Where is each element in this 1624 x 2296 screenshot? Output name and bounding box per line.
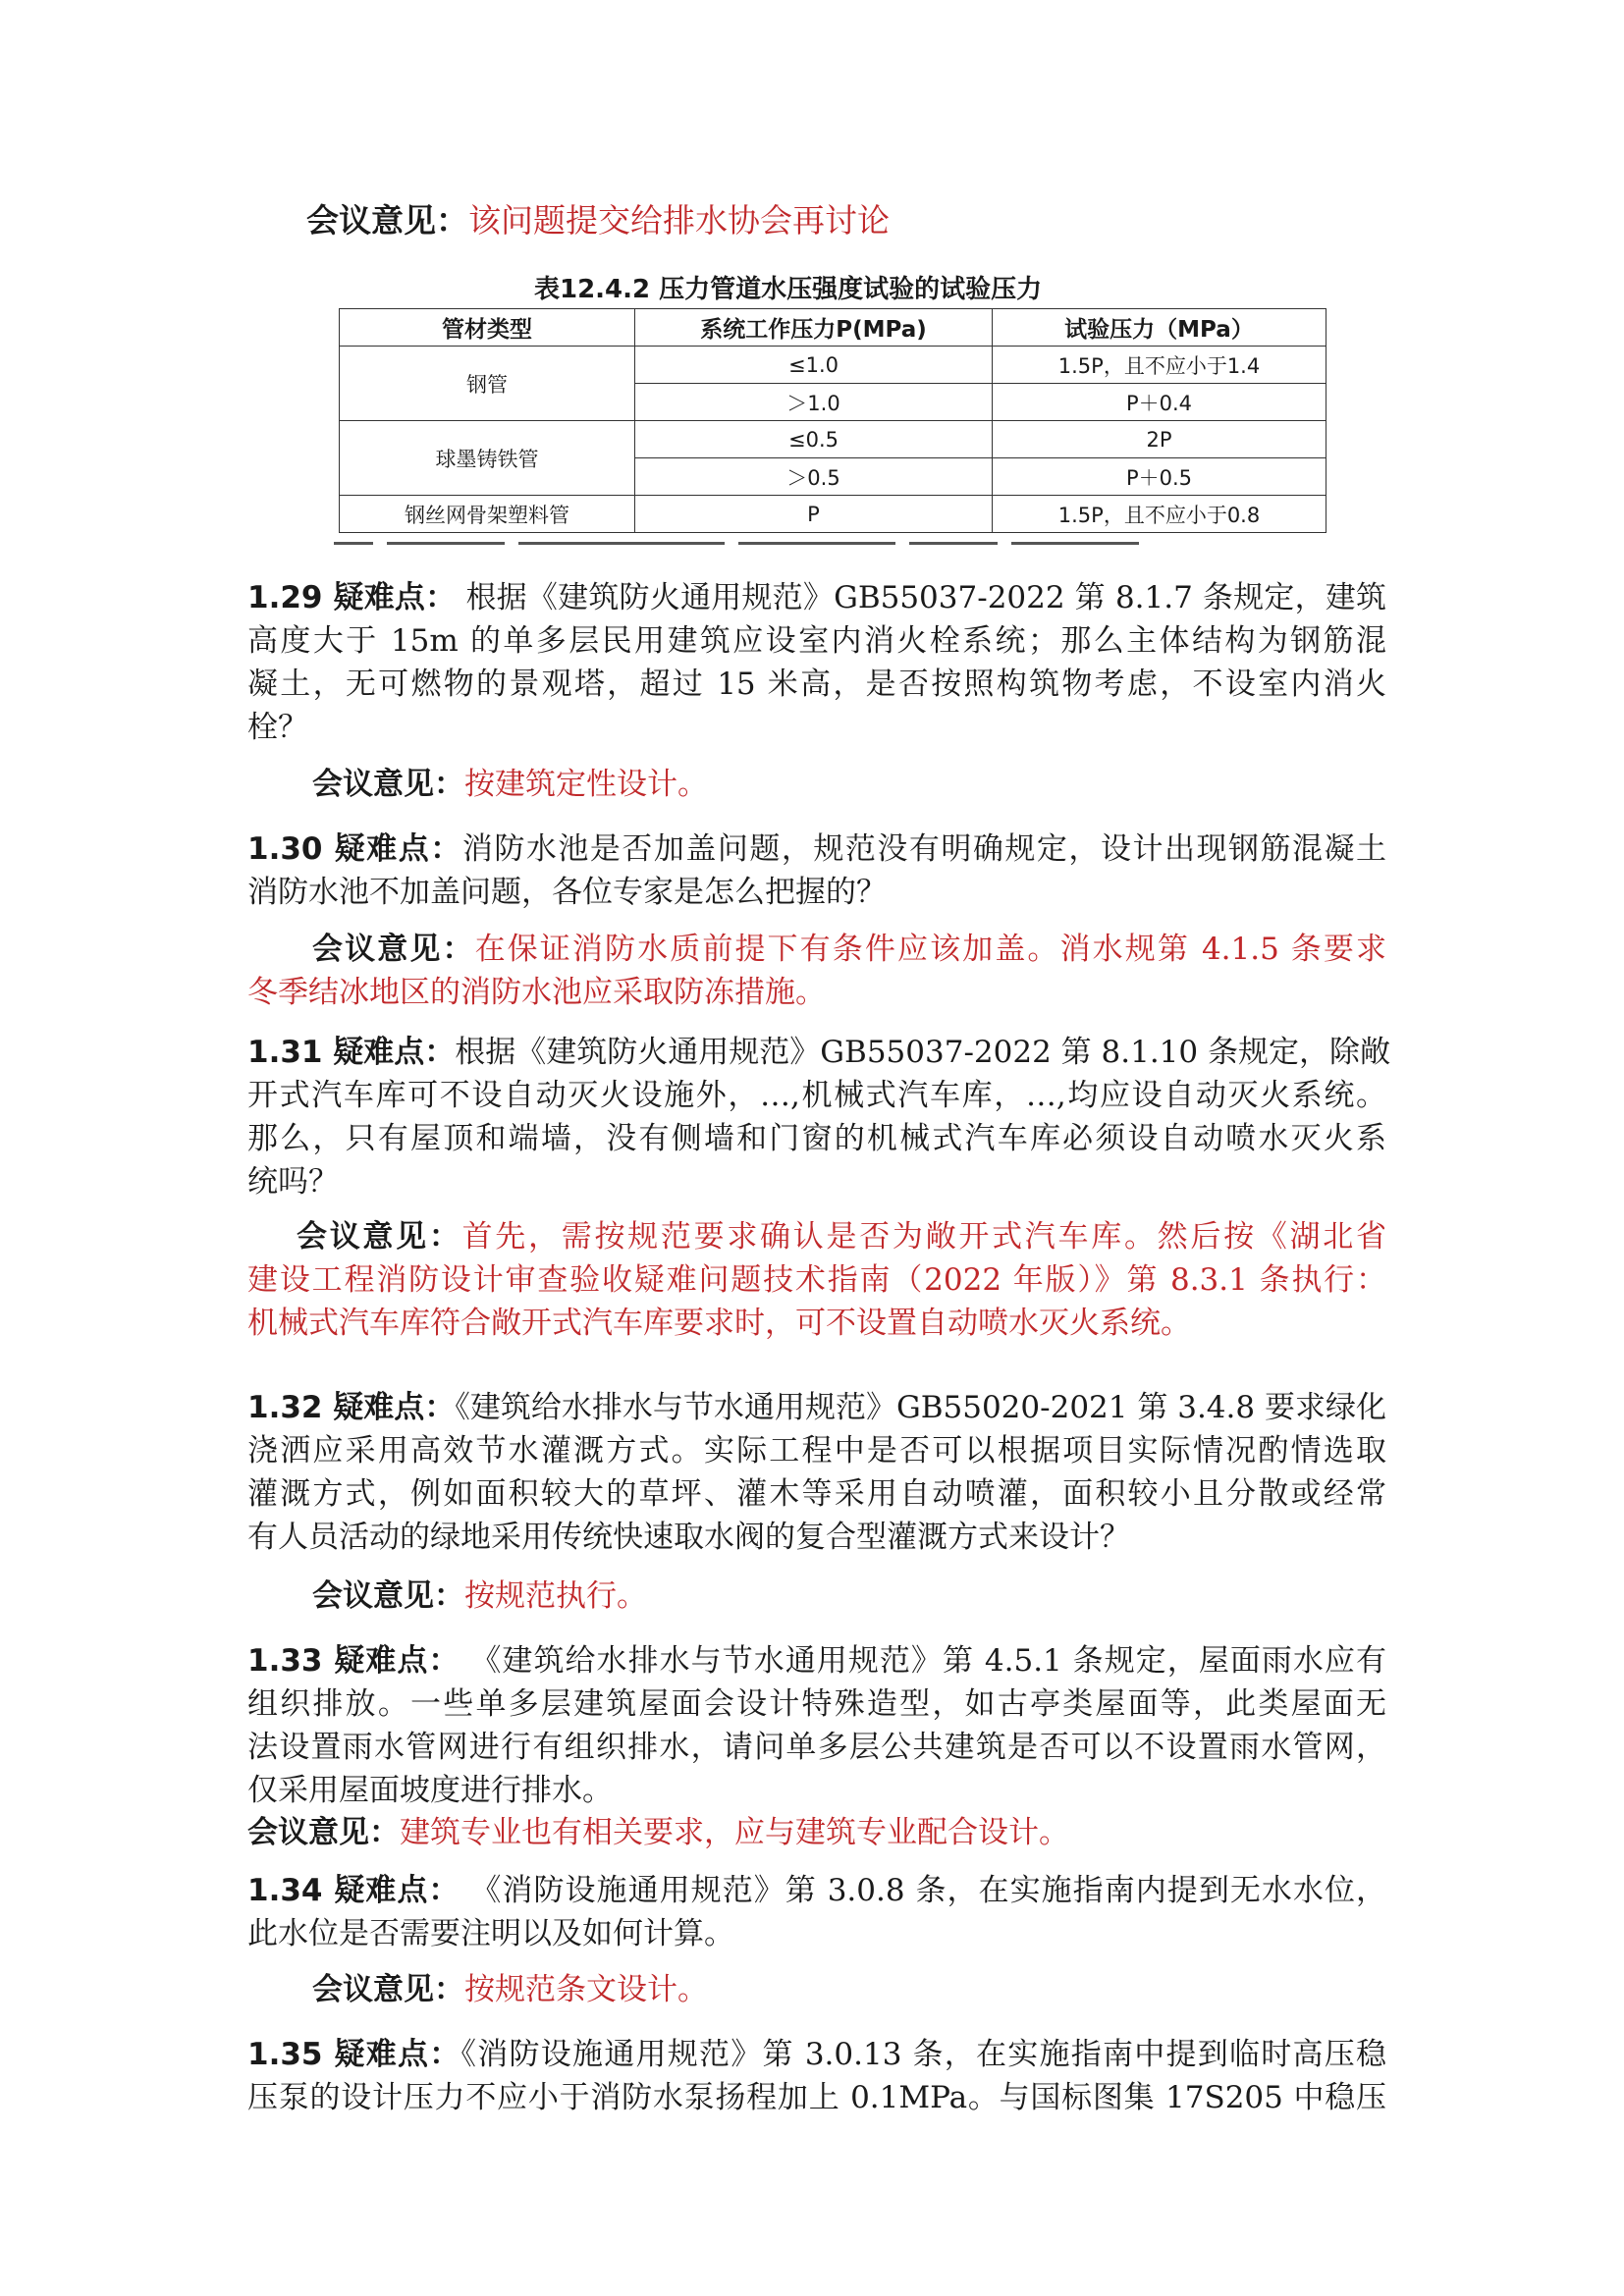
opinion-text: 按建筑定性设计。 — [464, 767, 708, 802]
table-cell: ≤0.5 — [635, 421, 993, 458]
item-text: 《消防设施通用规范》第 3.0.8 条，在实施指南内提到无水水位， — [470, 1873, 1387, 1908]
item-text: 法设置雨水管网进行有组织排水，请问单多层公共建筑是否可以不设置雨水管网， — [247, 1730, 1386, 1765]
opinion-text: 冬季结冰地区的消防水池应采取防冻措施。 — [247, 975, 826, 1010]
item-text: 灌溉方式，例如面积较大的草坪、灌木等采用自动喷灌，面积较小且分散或经常 — [247, 1476, 1386, 1512]
opinion-text: 该问题提交给排水协会再讨论 — [468, 201, 890, 240]
opinion-label: 会议意见： — [297, 1219, 462, 1255]
opinion-1-29 — [312, 763, 1451, 806]
item-number: 1.33 疑难点： — [247, 1643, 460, 1679]
top-opinion — [306, 199, 1445, 242]
opinion-label: 会议意见： — [312, 1972, 464, 2007]
item-text: 那么，只有屋顶和端墙，没有侧墙和门窗的机械式汽车库必须设自动喷水灭火系 — [247, 1121, 1386, 1156]
item-text: 《消防设施通用规范》第 3.0.13 条，在实施指南中提到临时高压稳 — [460, 2037, 1386, 2072]
item-text: 仅采用屋面坡度进行排水。 — [247, 1773, 613, 1808]
item-text: 压泵的设计压力不应小于消防水泵扬程加上 0.1MPa。与国标图集 17S205 中稳压 — [247, 2080, 1386, 2115]
opinion-text: 建筑专业也有相关要求，应与建筑专业配合设计。 — [400, 1815, 1069, 1850]
table-cell: ＞0.5 — [635, 458, 993, 496]
opinion-1-30 — [247, 928, 1386, 1014]
table-title: 表12.4.2 压力管道水压强度试验的试验压力 — [534, 275, 1043, 304]
item-1-29 — [247, 576, 1386, 749]
item-text: 此水位是否需要注明以及如何计算。 — [247, 1916, 734, 1951]
table-cell: P — [635, 496, 993, 533]
opinion-1-31 — [247, 1215, 1386, 1345]
item-number: 1.35 疑难点： — [247, 2037, 461, 2072]
item-1-33 — [247, 1639, 1386, 1812]
table-cell: 球墨铸铁管 — [340, 421, 635, 496]
item-text: 根据《建筑防火通用规范》GB55037-2022 第 8.1.7 条规定，建筑 — [465, 580, 1386, 615]
item-text: 《建筑给水排水与节水通用规范》GB55020-2021 第 3.4.8 要求绿化 — [455, 1390, 1386, 1425]
opinion-text: 机械式汽车库符合敞开式汽车库要求时，可不设置自动喷水灭火系统。 — [247, 1306, 1191, 1341]
pressure-test-table — [339, 308, 1326, 533]
cropped-text-remnant — [334, 542, 1326, 550]
table-header-row — [340, 309, 1326, 347]
opinion-text: 建设工程消防设计审查验收疑难问题技术指南（2022 年版）》第 8.3.1 条执行： — [247, 1262, 1386, 1298]
table-cell: ≤1.0 — [635, 347, 993, 384]
item-1-31 — [247, 1031, 1390, 1203]
opinion-text: 按规范执行。 — [464, 1578, 647, 1614]
opinion-label: 会议意见： — [247, 1815, 400, 1850]
item-number: 1.32 疑难点： — [247, 1390, 456, 1425]
item-text: 消防水池不加盖问题，各位专家是怎么把握的？ — [247, 875, 887, 910]
item-text: 统吗？ — [247, 1164, 339, 1200]
item-text: 《建筑给水排水与节水通用规范》第 4.5.1 条规定，屋面雨水应有 — [470, 1643, 1387, 1679]
item-1-30 — [247, 828, 1386, 914]
item-number: 1.29 疑难点： — [247, 580, 457, 615]
item-number: 1.34 疑难点： — [247, 1873, 460, 1908]
opinion-1-33 — [247, 1811, 1386, 1854]
opinion-label: 会议意见： — [306, 201, 468, 240]
item-text: 浇洒应采用高效节水灌溉方式。实际工程中是否可以根据项目实际情况酌情选取 — [247, 1433, 1386, 1468]
item-number: 1.31 疑难点： — [247, 1035, 456, 1070]
table-header: 试验压力（MPa） — [993, 309, 1326, 347]
opinion-text: 按规范条文设计。 — [464, 1972, 708, 2007]
table-cell: 1.5P，且不应小于0.8 — [993, 496, 1326, 533]
opinion-label: 会议意见： — [312, 932, 475, 967]
table-cell: P＋0.4 — [993, 384, 1326, 421]
item-text: 组织排放。一些单多层建筑屋面会设计特殊造型，如古亭类屋面等，此类屋面无 — [247, 1686, 1386, 1722]
table-header: 系统工作压力P(MPa) — [635, 309, 993, 347]
table-row — [340, 421, 1326, 458]
item-1-35 — [247, 2033, 1386, 2119]
item-text: 栓？ — [247, 710, 308, 745]
table-cell: 钢丝网骨架塑料管 — [340, 496, 635, 533]
item-text: 高度大于 15m 的单多层民用建筑应设室内消火栓系统；那么主体结构为钢筋混 — [247, 623, 1386, 659]
opinion-text: 首先，需按规范要求确认是否为敞开式汽车库。然后按《湖北省 — [461, 1219, 1386, 1255]
table-row — [340, 496, 1326, 533]
table-cell: P＋0.5 — [993, 458, 1326, 496]
item-1-32 — [247, 1386, 1386, 1559]
table-row — [340, 347, 1326, 384]
table-cell: 1.5P，且不应小于1.4 — [993, 347, 1326, 384]
item-text: 消防水池是否加盖问题，规范没有明确规定，设计出现钢筋混凝土 — [461, 831, 1386, 867]
table-cell: ＞1.0 — [635, 384, 993, 421]
item-text: 开式汽车库可不设自动灭火设施外，…,机械式汽车库，…,均应设自动灭火系统。 — [247, 1078, 1386, 1113]
opinion-label: 会议意见： — [312, 1578, 464, 1614]
opinion-text: 在保证消防水质前提下有条件应该加盖。消水规第 4.1.5 条要求 — [474, 932, 1387, 967]
table-cell: 钢管 — [340, 347, 635, 421]
opinion-label: 会议意见： — [312, 767, 464, 802]
item-number: 1.30 疑难点： — [247, 831, 462, 867]
table-header: 管材类型 — [340, 309, 635, 347]
item-1-34 — [247, 1869, 1386, 1955]
table-cell: 2P — [993, 421, 1326, 458]
opinion-1-32 — [312, 1575, 1451, 1618]
item-text: 凝土，无可燃物的景观塔，超过 15 米高，是否按照构筑物考虑，不设室内消火 — [247, 667, 1386, 702]
item-text: 根据《建筑防火通用规范》GB55037-2022 第 8.1.10 条规定，除敞 — [455, 1035, 1390, 1070]
opinion-1-34 — [312, 1968, 1451, 2011]
item-text: 有人员活动的绿地采用传统快速取水阀的复合型灌溉方式来设计？ — [247, 1520, 1130, 1555]
